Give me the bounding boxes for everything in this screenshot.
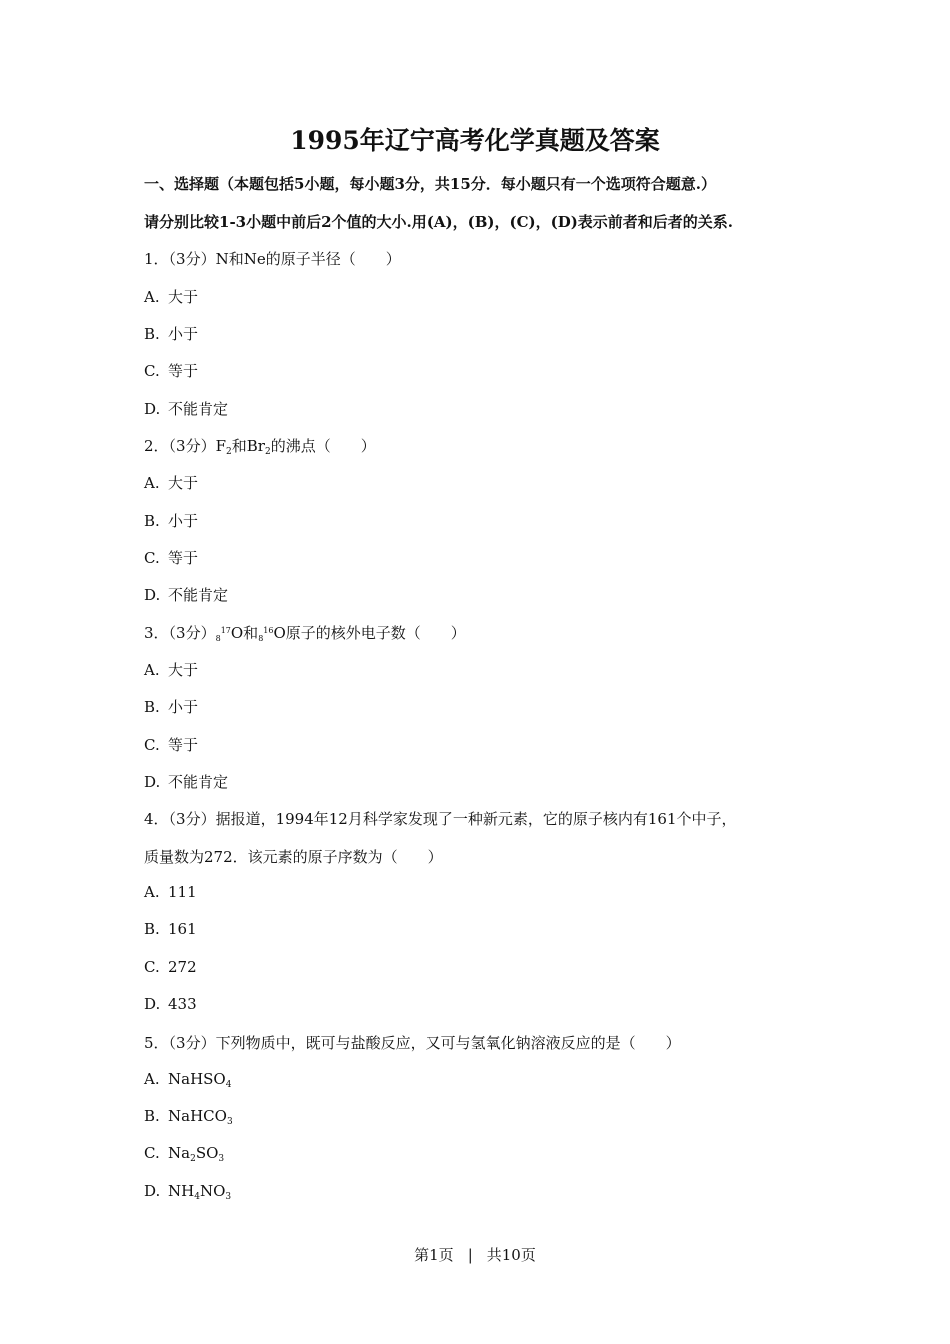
option-3a: A. 大于	[144, 661, 199, 679]
option-5b: B. NaHCO$_3$	[144, 1107, 233, 1127]
question-number: 2．	[144, 437, 169, 455]
question-number: 3．	[144, 624, 169, 642]
option-1c: C. 等于	[144, 362, 199, 380]
question-4	[144, 808, 737, 829]
page-total: 共10页	[486, 1246, 536, 1264]
question-text: 据报道，1994年12月科学家发现了一种新元素，它的原子核内有161个中子，	[215, 810, 737, 828]
question-number: 1．	[144, 250, 169, 268]
question-4-continued: 质量数为272．该元素的原子序数为（ ）	[144, 848, 443, 866]
page-title: 1995年辽宁高考化学真题及答案	[290, 126, 660, 155]
question-number: 5．	[144, 1034, 169, 1052]
page-footer	[0, 1244, 950, 1265]
page-number: 第1页	[414, 1246, 454, 1264]
option-5d: D. $NH_4NO_3$	[144, 1182, 232, 1202]
question-2: 2．（3分）$F_2$和$Br_2$的沸点（ ）	[144, 437, 376, 457]
question-score: （3分）	[168, 624, 216, 642]
option-1d: D. 不能肯定	[144, 400, 229, 418]
section-heading: 一、选择题（本题包括5小题，每小题3分，共15分．每小题只有一个选项符合题意.）	[144, 175, 716, 193]
question-score: （3分）	[168, 250, 216, 268]
option-2a: A. 大于	[144, 474, 199, 492]
option-4d: D. 433	[144, 995, 197, 1013]
option-2b: B. 小于	[144, 512, 199, 530]
option-2c: C. 等于	[144, 549, 199, 567]
question-score: （3分）	[168, 437, 216, 455]
footer-separator: |	[467, 1246, 473, 1264]
option-4a: A. 111	[144, 883, 197, 901]
question-number: 4．	[144, 810, 169, 828]
option-3d: D. 不能肯定	[144, 773, 229, 791]
option-4c: C. 272	[144, 958, 197, 976]
question-1	[144, 248, 401, 269]
option-4b: B. 161	[144, 920, 197, 938]
option-3b: B. 小于	[144, 698, 199, 716]
question-score: （3分）	[168, 810, 216, 828]
option-5c: C. $Na_2SO_3$	[144, 1144, 225, 1164]
question-text: N和Ne的原子半径（ ）	[215, 250, 401, 268]
question-3: 3．（3分）$_8^{17}O$和$_8^{16}$O原子的核外电子数（ ）	[144, 624, 466, 643]
option-3c: C. 等于	[144, 736, 199, 754]
option-5a: A. NaHSO$_4$	[144, 1070, 232, 1090]
section-instruction: 请分别比较1-3小题中前后2个值的大小.用(A)，(B)，(C)，(D)表示前者和后者的关系.	[144, 213, 734, 231]
option-2d: D. 不能肯定	[144, 586, 229, 604]
question-5	[144, 1032, 681, 1053]
option-1a: A. 大于	[144, 288, 199, 306]
option-1b: B. 小于	[144, 325, 199, 343]
question-score: （3分）	[168, 1034, 216, 1052]
question-text: 下列物质中，既可与盐酸反应，又可与氢氧化钠溶液反应的是（ ）	[215, 1034, 681, 1052]
